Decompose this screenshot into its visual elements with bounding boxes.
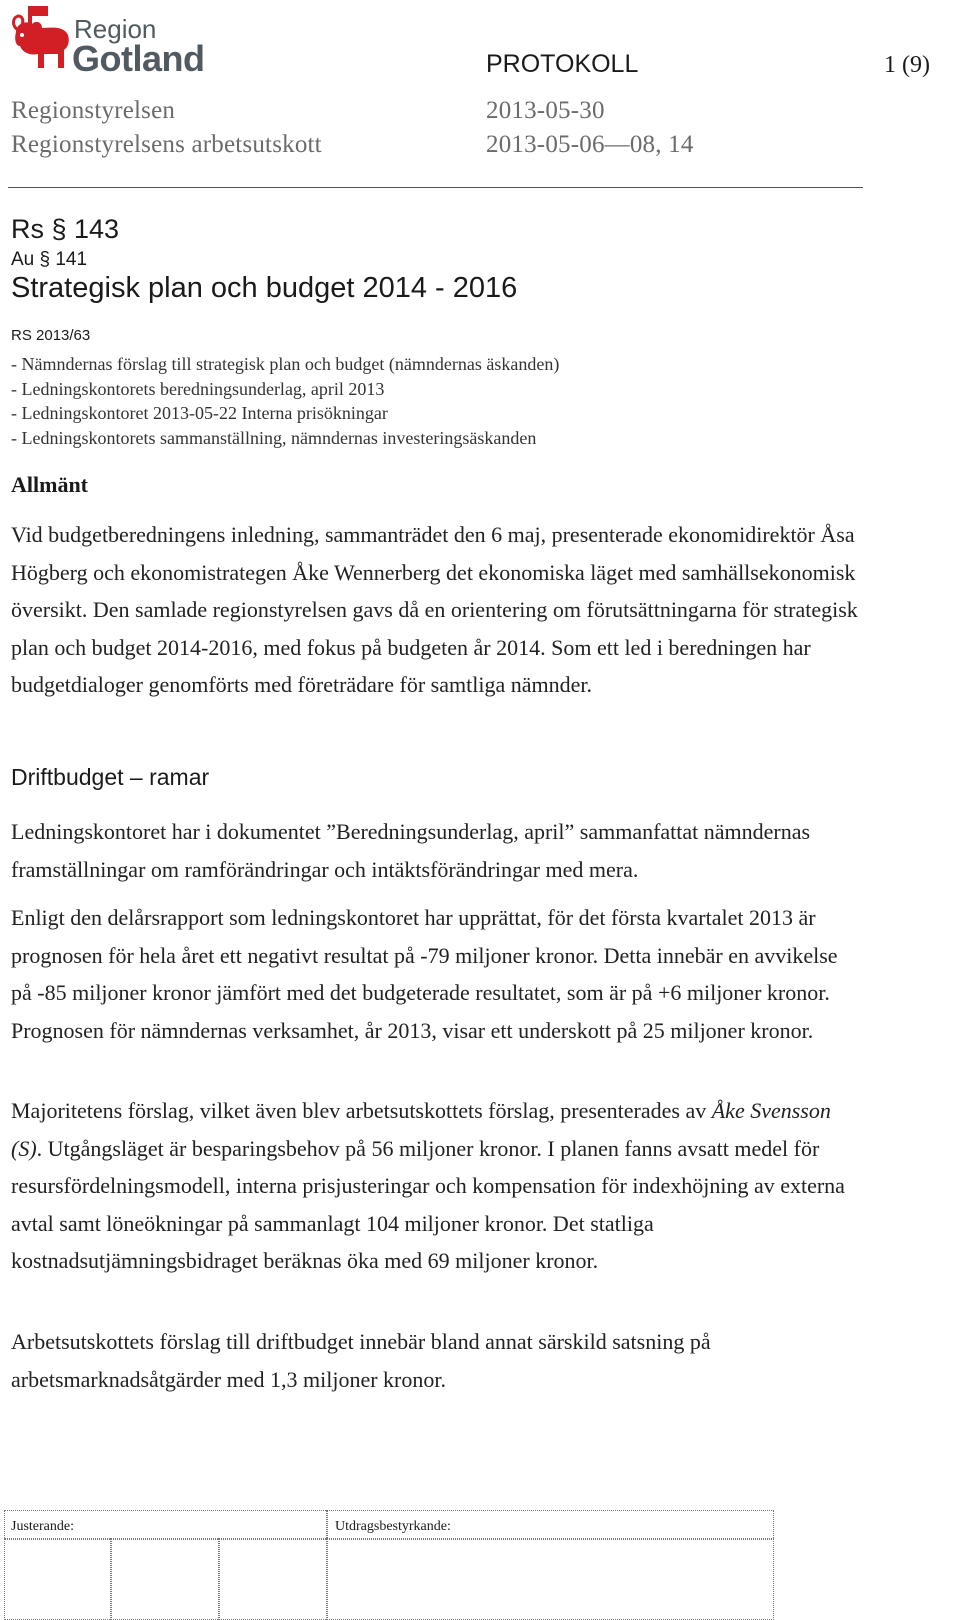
header-org-sub: Regionstyrelsens arbetsutskott bbox=[11, 131, 322, 158]
page-title: Strategisk plan och budget 2014 - 2016 bbox=[11, 272, 518, 304]
paragraph-arbetsutskott: Arbetsutskottets förslag till driftbudget innebär bland annat särskild satsning på arbetsmarknadsåtgärder med 1,3 miljoner kronor. bbox=[11, 1329, 711, 1392]
paragraph-text: . Utgångsläget är besparingsbehov på 56 miljoner kronor. I planen fanns avsatt medel för resursfördelningsmodell, interna prisjusteringar och kompensation för indexhöjning av externa avtal samt löneökningar på sammanlagt 104 miljoner kronor. Det statliga kostnadsutjämningsbidraget beräknas öka med 69 miljoner kronor. bbox=[11, 1135, 845, 1274]
page-number: 1 (9) bbox=[884, 52, 930, 78]
utdrag-cell bbox=[326, 1510, 774, 1540]
signature-table bbox=[4, 1510, 796, 1619]
proposer-name: Åke Svensson (S) bbox=[11, 1098, 831, 1161]
justerande-cell bbox=[4, 1510, 328, 1540]
logo-gotland-text: Gotland bbox=[72, 38, 205, 79]
document-type: PROTOKOLL bbox=[486, 50, 639, 78]
utdrag-label: Utdragsbestyrkande: bbox=[335, 1519, 451, 1534]
list-item: - Ledningskontoret 2013-05-22 Interna prisökningar bbox=[11, 403, 388, 423]
heading-allmant: Allmänt bbox=[11, 472, 88, 497]
case-number: RS 2013/63 bbox=[11, 327, 91, 344]
heading-driftbudget: Driftbudget – ramar bbox=[11, 764, 210, 790]
rs-paragraph-number: Rs § 143 bbox=[11, 214, 120, 244]
reference-list bbox=[11, 352, 559, 450]
logo-region-text: Region bbox=[74, 14, 157, 44]
paragraph-text: Majoritetens förslag, vilket även blev arbetsutskottets förslag, presenterades av bbox=[11, 1098, 712, 1123]
paragraph-intro: Vid budgetberedningens inledning, sammanträdet den 6 maj, presenterade ekonomidirektör Åsa Högberg och ekonomistrategen Åke Wennerberg det ekonomiska läget med samhällsekonomisk översikt. Den samlade regionstyrelsen gavs då en orientering om förutsättningarna för strategisk plan och budget 2014-2016, med fokus på budgeten år 2014. Som ett led i beredningen har budgetdialoger genomförts med företrädare för samtliga nämnder. bbox=[11, 522, 858, 698]
ram-logo-icon bbox=[8, 2, 74, 74]
region-gotland-logo bbox=[8, 2, 208, 78]
paragraph-prognos: Enligt den delårsrapport som ledningskontoret har upprättat, för det första kvartalet 2013 är prognosen för hela året ett negativt resultat på -79 miljoner kronor. Detta innebär en avvikelse på -85 miljoner kronor jämfört med det budgeterade resultatet, som är på +6 miljoner kronor. Prognosen för nämndernas verksamhet, år 2013, visar ett underskott på 25 miljoner kronor. bbox=[11, 905, 838, 1043]
signature-box bbox=[4, 1538, 112, 1620]
signature-box bbox=[110, 1538, 220, 1620]
list-item: - Nämndernas förslag till strategisk plan och budget (nämndernas äskanden) bbox=[11, 354, 560, 374]
signature-box bbox=[326, 1538, 774, 1620]
header-meeting-date: 2013-05-06—08, 14 bbox=[486, 131, 694, 158]
justerande-label: Justerande: bbox=[11, 1519, 74, 1534]
au-paragraph-number: Au § 141 bbox=[11, 249, 88, 270]
list-item: - Ledningskontorets sammanställning, nämndernas investeringsäskanden bbox=[11, 427, 537, 448]
header-date: 2013-05-30 bbox=[486, 97, 605, 124]
paragraph-majoritet bbox=[11, 1092, 861, 1280]
header-divider bbox=[8, 187, 863, 188]
paragraph-beredningsunderlag: Ledningskontoret har i dokumentet ”Beredningsunderlag, april” sammanfattat nämndernas framställningar om ramförändringar och intäktsförändringar med mera. bbox=[11, 819, 811, 882]
signature-box bbox=[218, 1538, 328, 1620]
header-org: Regionstyrelsen bbox=[11, 97, 176, 124]
list-item: - Ledningskontorets beredningsunderlag, april 2013 bbox=[11, 378, 385, 399]
